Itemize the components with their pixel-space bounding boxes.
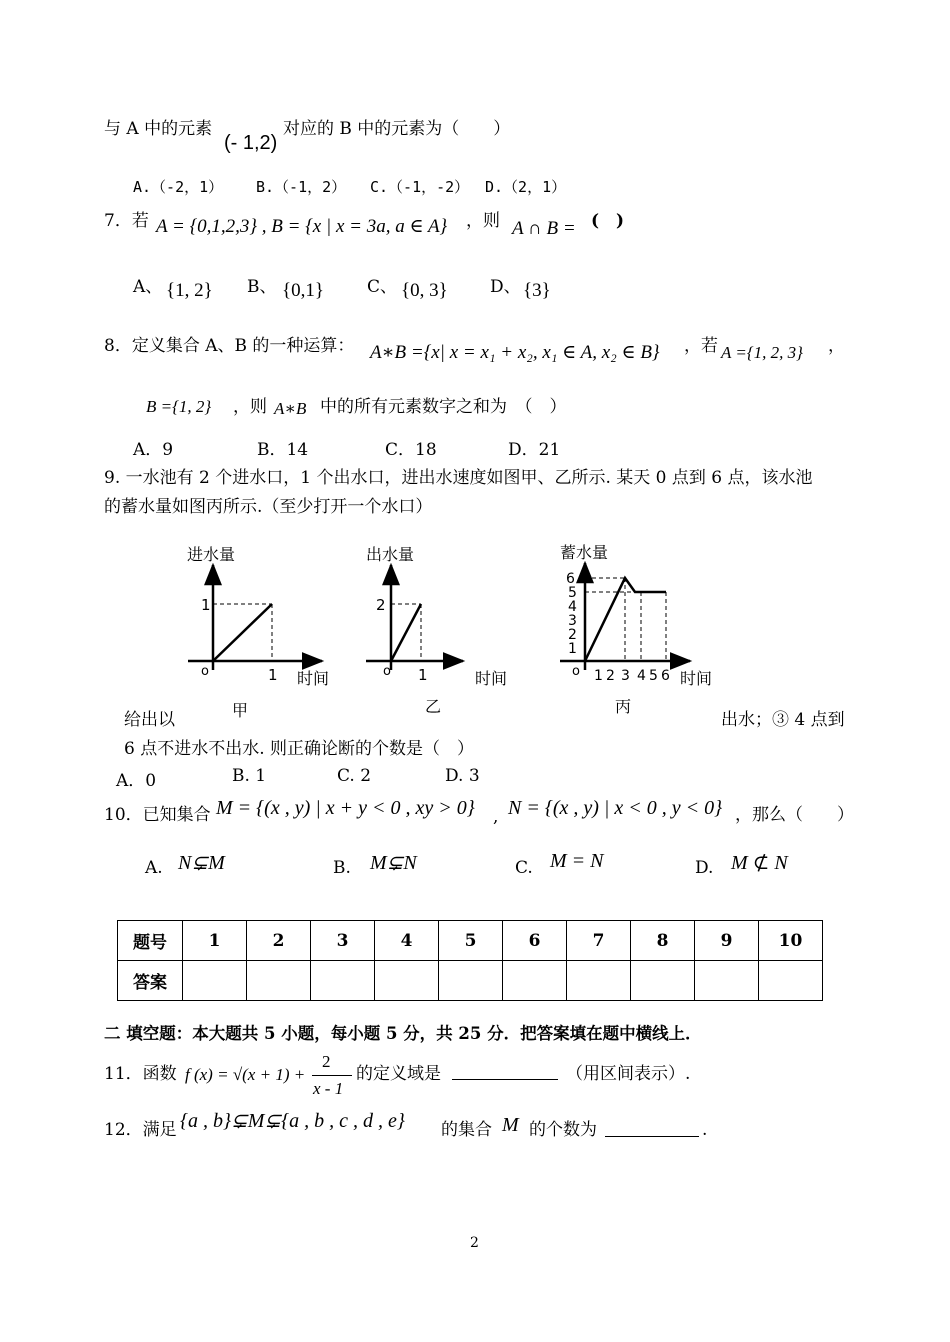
jia-caption: 甲 [232, 701, 249, 720]
bing-xlabel: 时间 [680, 669, 713, 688]
yi-caption: 乙 [425, 697, 442, 716]
q10-label-d: D. [695, 858, 714, 878]
bing-xtick-4: 4 [637, 668, 646, 684]
q8-option-b: B．14 [257, 440, 309, 460]
q8-def: A∗B ={x| x = x₁ + x₂, x₁ ∈ A, x₂ ∈ B} [370, 342, 660, 363]
answer-table-header-row [118, 921, 823, 961]
q7-label-a: A、 [133, 277, 163, 297]
bing-ytick-5: 5 [568, 585, 577, 601]
jia-ylabel: 进水量 [187, 545, 236, 564]
q10-label-b: B. [333, 858, 351, 878]
answer-table-answer-row [118, 961, 823, 1001]
q7-expr: A ∩ B = [512, 218, 576, 239]
section2-title: 二 填空题：本大题共 5 小题，每小题 5 分，共 25 分．把答案填在题中横线上． [104, 1024, 702, 1043]
q9-option-b: B. 1 [232, 766, 267, 786]
q11-num: 11．函数 [104, 1064, 177, 1084]
q11-frac-den: x - 1 [313, 1079, 344, 1098]
jia-xlabel: 时间 [297, 669, 330, 688]
q12-num: 12．满足 [104, 1120, 177, 1140]
answer-table-number: 5 [439, 921, 503, 961]
q8-op: A∗B [274, 399, 307, 418]
q8-setB: B ={1, 2} [146, 397, 212, 416]
q8-setA: A ={1, 2, 3} [721, 343, 803, 362]
answer-cell[interactable] [631, 961, 695, 1001]
answer-cell[interactable] [375, 961, 439, 1001]
bing-ytick-4: 4 [568, 599, 577, 615]
q12-tail2: 的个数为 [529, 1120, 597, 1140]
q7-value-d: {3} [523, 280, 551, 301]
q9-graphs [0, 530, 950, 720]
q7-paren: ( ) [591, 211, 625, 231]
q10-comma: , [493, 807, 499, 827]
q8-comma: ， [828, 336, 845, 356]
bing-ylabel: 蓄水量 [560, 543, 609, 562]
answer-cell[interactable] [503, 961, 567, 1001]
q7-sets: A = {0,1,2,3} , B = {x | x = 3a, a ∈ A} [156, 216, 448, 237]
q9-line4: 6 点不进水不出水. 则正确论断的个数是（ ） [124, 739, 475, 759]
q8-option-d: D．21 [508, 440, 561, 460]
q12-end: . [702, 1120, 708, 1140]
page-number: 2 [470, 1235, 479, 1251]
answer-table-number: 6 [503, 921, 567, 961]
answer-table-number: 4 [375, 921, 439, 961]
bing-ytick-2: 2 [568, 627, 577, 643]
bing-ytick-6: 6 [566, 571, 575, 587]
q7-then: ，则 [466, 211, 500, 231]
q10-label-c: C. [515, 858, 533, 878]
q11-after: （用区间表示）. [566, 1064, 691, 1084]
q12-expr: {a , b}⊊M⊊{a , b , c , d , e} [180, 1110, 405, 1132]
q10-value-c: M = N [550, 850, 604, 872]
q9-option-a: A．0 [116, 771, 157, 791]
q11-answer-blank[interactable] [452, 1079, 558, 1080]
q10-value-b: M⊊N [370, 852, 417, 874]
q10-tail: ，那么（ ） [735, 805, 854, 825]
graph-jia [187, 545, 329, 720]
q11-frac-num: 2 [322, 1052, 331, 1071]
q8-then: ，则 [233, 397, 267, 417]
bing-ytick-3: 3 [568, 613, 577, 629]
answer-table-number: 1 [183, 921, 247, 961]
q7-label-d: D、 [490, 277, 521, 297]
q6-option-a: A.（-2，1） [133, 178, 224, 196]
q11-frac-bar [312, 1075, 352, 1076]
yi-ytick: 2 [376, 596, 386, 614]
q10-text: 10．已知集合 [104, 805, 211, 825]
q9-fragment-right: 出水；③ 4 点到 [721, 710, 845, 730]
bing-xtick-6: 6 [661, 668, 670, 684]
q9-option-d: D. 3 [445, 766, 480, 786]
q8-option-c: C．18 [385, 440, 437, 460]
q9-fragment-left: 给出以 [124, 710, 175, 730]
q10-value-a: N⊊M [178, 852, 225, 874]
q9-line2: 的蓄水量如图丙所示.（至少打开一个水口） [104, 497, 433, 517]
yi-xlabel: 时间 [475, 669, 508, 688]
answer-cell[interactable] [695, 961, 759, 1001]
bing-xtick-1: 1 [594, 668, 603, 684]
graph-yi [366, 545, 507, 716]
yi-line [391, 604, 421, 661]
bing-xtick-5: 5 [649, 668, 658, 684]
q10-setM: M = {(x , y) | x + y < 0 , xy > 0} [216, 797, 475, 819]
answer-table-head-number: 题号 [118, 921, 183, 961]
answer-table-number: 7 [567, 921, 631, 961]
answer-table [117, 920, 823, 1001]
q6-element: (- 1,2) [224, 132, 278, 154]
q11-tail: 的定义域是 [356, 1064, 441, 1084]
yi-xtick: 1 [418, 666, 428, 684]
q9-option-c: C. 2 [337, 766, 372, 786]
jia-line [213, 604, 272, 661]
q7-label-b: B、 [247, 277, 277, 297]
q7-value-b: {0,1} [282, 280, 324, 301]
q7-label-c: C、 [367, 277, 398, 297]
q8-text: 8．定义集合 A、B 的一种运算： [104, 336, 355, 356]
jia-origin: o [201, 664, 209, 679]
answer-cell[interactable] [439, 961, 503, 1001]
q10-label-a: A. [145, 858, 163, 878]
graph-bing [560, 543, 712, 716]
yi-origin: o [383, 664, 391, 679]
answer-cell[interactable] [247, 961, 311, 1001]
answer-table-number: 10 [759, 921, 823, 961]
q12-answer-blank[interactable] [605, 1136, 699, 1137]
q12-tail: 的集合 [441, 1120, 492, 1140]
q10-setN: N = {(x , y) | x < 0 , y < 0} [508, 797, 723, 819]
answer-table-number: 9 [695, 921, 759, 961]
answer-table-head-answer: 答案 [118, 961, 183, 1001]
q12-var: M [502, 1114, 519, 1136]
q6-option-c: C.（-1，-2） [370, 178, 470, 196]
q10-value-d: M ⊄ N [731, 852, 788, 874]
q6-text-a: 与 A 中的元素 [104, 119, 213, 139]
answer-cell[interactable] [567, 961, 631, 1001]
jia-ytick: 1 [201, 596, 211, 614]
answer-cell[interactable] [759, 961, 823, 1001]
bing-ytick-1: 1 [568, 641, 577, 657]
q7-num: 7．若 [104, 211, 149, 231]
q9-line1: 9. 一水池有 2 个进水口，1 个出水口，进出水速度如图甲、乙所示. 某天 0 点到 6 点，该水池 [104, 468, 813, 488]
q6-text-b: 对应的 B 中的元素为（ ） [283, 119, 511, 139]
bing-origin: o [572, 664, 580, 679]
q8-tail: 中的所有元素数字之和为 （ ） [320, 397, 567, 417]
bing-xtick-2: 2 [606, 668, 615, 684]
q7-value-c: {0, 3} [401, 280, 448, 301]
answer-cell[interactable] [183, 961, 247, 1001]
bing-caption: 丙 [615, 697, 632, 716]
q8-option-a: A．9 [133, 440, 174, 460]
q11-fx: f (x) = √(x + 1) + [185, 1065, 306, 1084]
answer-table-number: 8 [631, 921, 695, 961]
jia-xtick: 1 [268, 666, 278, 684]
yi-ylabel: 出水量 [366, 545, 415, 564]
q6-option-d: D.（2，1） [485, 178, 567, 196]
answer-cell[interactable] [311, 961, 375, 1001]
q7-value-a: {1, 2} [166, 280, 213, 301]
answer-table-number: 3 [311, 921, 375, 961]
q8-if: ，若 [684, 336, 718, 356]
answer-table-number: 2 [247, 921, 311, 961]
bing-xtick-3: 3 [621, 668, 630, 684]
q6-option-b: B.（-1，2） [256, 178, 347, 196]
